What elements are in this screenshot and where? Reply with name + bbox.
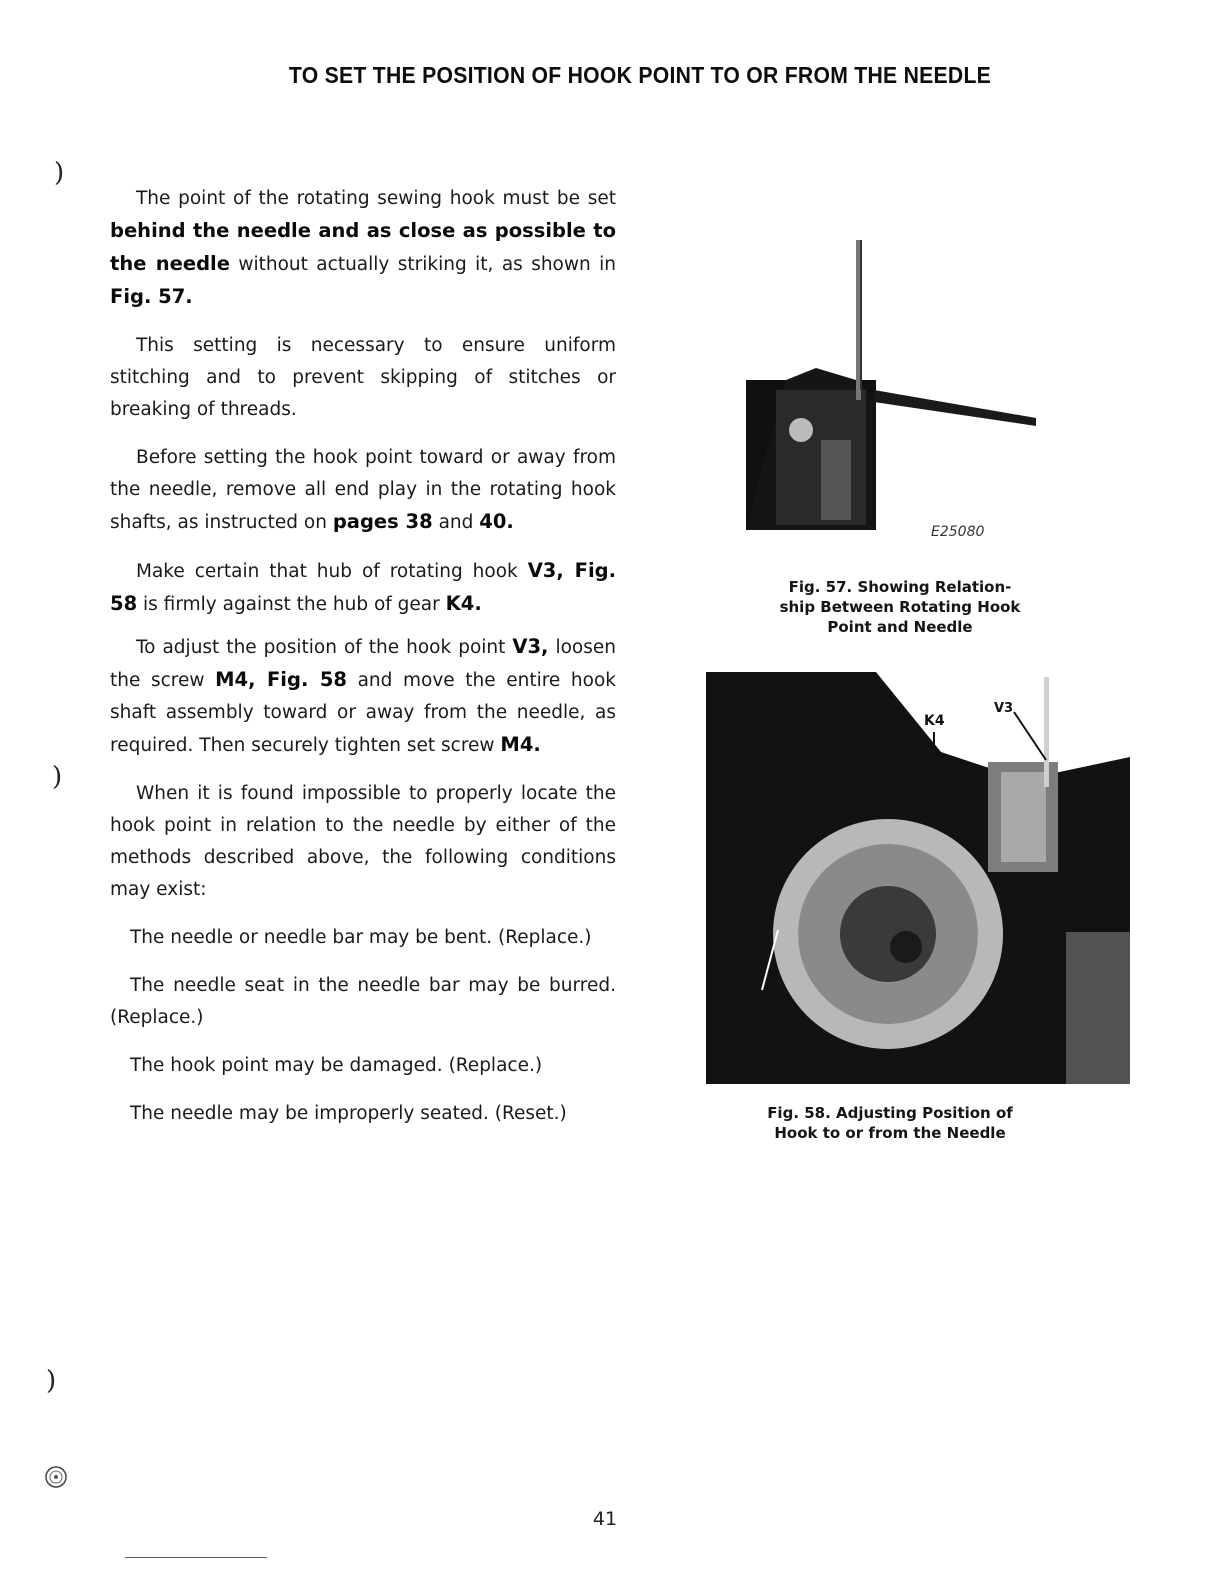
- caption-line: Fig. 57. Showing Relation-: [788, 578, 1012, 596]
- margin-mark: ): [54, 158, 65, 188]
- paragraph-conditions-intro: When it is found impossible to properly locate the hook point in relation to the needle by either of the methods described above, the following conditions may exist:: [110, 783, 616, 900]
- bottom-rule: [125, 1557, 267, 1558]
- figure-57-caption: [760, 577, 1040, 637]
- page-reference: 40.: [479, 510, 514, 533]
- gear-hub-shape: [840, 886, 936, 982]
- margin-mark: ): [46, 1366, 57, 1396]
- part-reference: K4.: [445, 592, 482, 615]
- body-text-column: [110, 183, 616, 1146]
- text-run: is firmly against the hub of gear: [137, 594, 446, 615]
- condition-item: The needle seat in the needle bar may be burred. (Replace.): [110, 975, 616, 1028]
- emphasis-text: behind the needle and as close as possible to the needle: [110, 219, 616, 275]
- paragraph-necessity: This setting is necessary to ensure uniform stitching and to prevent skipping of stitches or breaking of threads.: [110, 335, 616, 420]
- hook-face-shape: [1001, 772, 1046, 862]
- paragraph-hook-point: [110, 183, 616, 314]
- text-run: loosen the screw: [110, 637, 616, 691]
- paragraph-hub: [110, 555, 616, 621]
- page-title: TO SET THE POSITION OF HOOK POINT TO OR FROM THE NEEDLE: [288, 62, 992, 88]
- figure-57-photo: [746, 240, 1036, 540]
- part-reference: M4.: [500, 733, 541, 756]
- text-run: To adjust the position of the hook point: [136, 637, 513, 658]
- page-reference: pages 38: [332, 510, 433, 533]
- text-run: and: [432, 512, 480, 533]
- stamp-icon: [44, 1465, 68, 1489]
- page-number: 41: [592, 1508, 618, 1530]
- needle-groove-shape: [860, 240, 862, 390]
- figure-58-caption: [750, 1103, 1030, 1143]
- caption-line: Point and Needle: [827, 618, 973, 636]
- condition-item: The needle or needle bar may be bent. (Replace.): [130, 927, 592, 948]
- part-reference: V3, Fig. 58: [110, 559, 616, 615]
- text-run: and move the entire hook shaft assembly toward or away from the needle, as required. Then securely tighten set screw: [110, 670, 616, 756]
- part-reference: V3,: [512, 635, 549, 658]
- figure-code: E25080: [931, 524, 985, 540]
- figure-58-photo: [706, 672, 1130, 1084]
- paragraph-end-play: [110, 442, 616, 539]
- condition-item: The needle may be improperly seated. (Reset.): [130, 1103, 567, 1124]
- hook-shaft-shape: [821, 440, 851, 520]
- text-run: without actually striking it, as shown in: [229, 254, 617, 275]
- text-run: The point of the rotating sewing hook must be set: [136, 188, 616, 209]
- condition-item: The hook point may be damaged. (Replace.): [130, 1055, 543, 1076]
- screw-head-shape: [789, 418, 813, 442]
- text-run: Make certain that hub of rotating hook: [136, 561, 528, 582]
- gear-bore-shape: [890, 931, 922, 963]
- paragraph-adjust: [110, 631, 616, 762]
- figure-reference: Fig. 57.: [110, 285, 193, 308]
- thread-arm-shape: [874, 390, 1036, 426]
- label-k4: K4: [924, 713, 945, 729]
- caption-line: Hook to or from the Needle: [774, 1124, 1006, 1142]
- caption-line: Fig. 58. Adjusting Position of: [767, 1104, 1013, 1122]
- part-reference: M4, Fig. 58: [215, 668, 347, 691]
- text-run: Before setting the hook point toward or away from the needle, remove all end play in the rotating hook shafts, as instructed on: [110, 447, 616, 533]
- base-plate-shape: [1066, 932, 1130, 1084]
- caption-line: ship Between Rotating Hook: [779, 598, 1021, 616]
- margin-mark: ): [52, 762, 63, 792]
- label-v3: V3: [994, 701, 1014, 716]
- needle-shape: [1044, 677, 1049, 787]
- label-m4: M4: [730, 998, 754, 1014]
